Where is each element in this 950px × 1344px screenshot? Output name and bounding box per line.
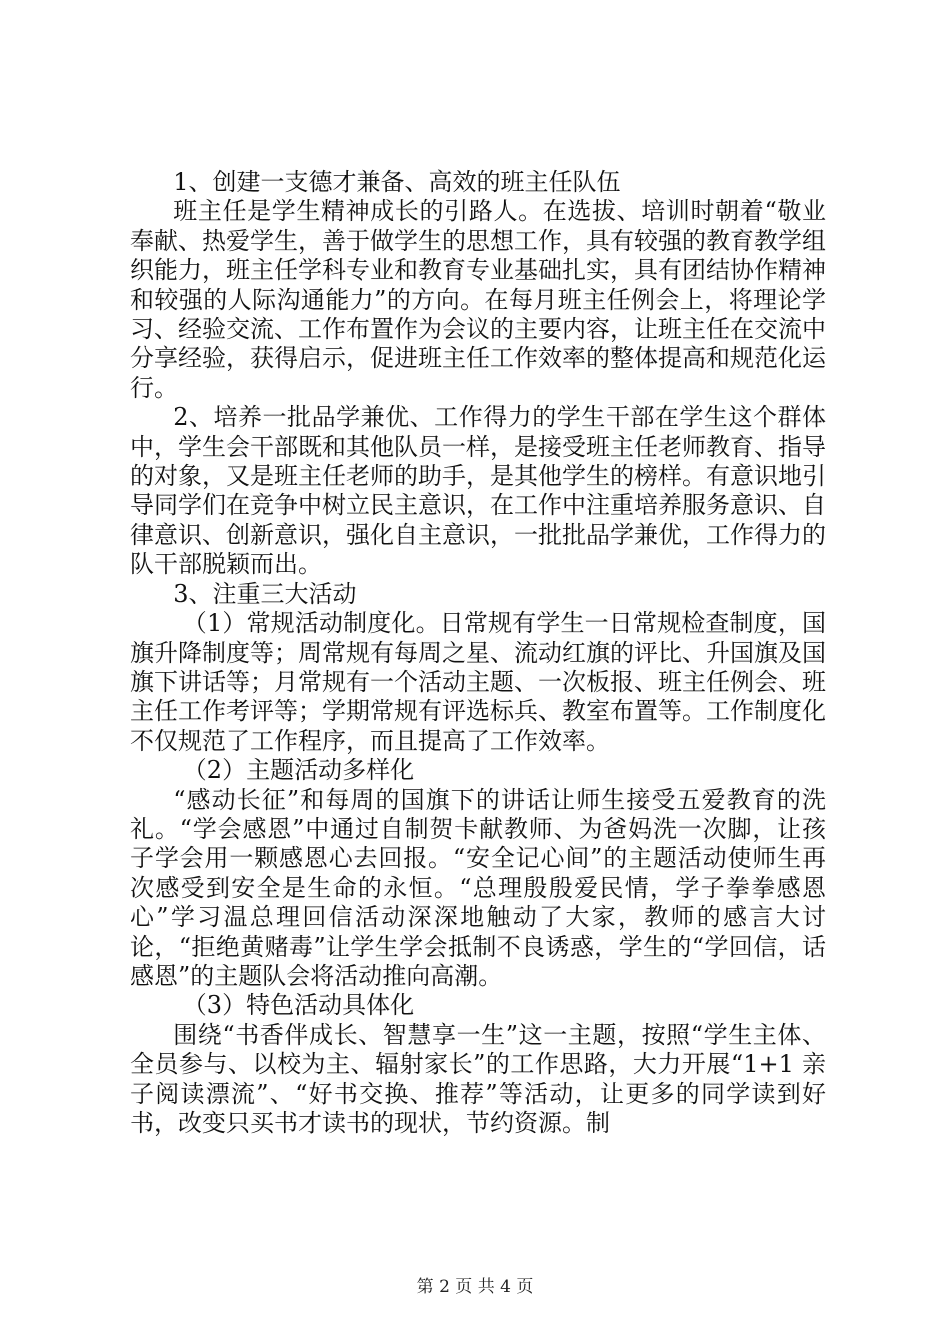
section-heading-1: 1、创建一支德才兼备、高效的班主任队伍	[173, 168, 621, 196]
paragraph-theme-activities: “感动长征”和每周的国旗下的讲话让师生接受五爱教育的洗礼。“学会感恩”中通过自制贺卡献教师、为爸妈洗一次脚，让孩子学会用一颗感恩心去回报。“安全记心间”的主题活动使师生再次感受到安全是生命的永恒。“总理殷殷爱民情，学子拳拳感恩心”学习温总理回信活动深深地触动了大家，教师的感言大讨论，“拒绝黄赌毒”让学生学会抵制不良诱惑，学生的“学回信，话感恩”的主题队会将活动推向高潮。	[130, 785, 826, 990]
paragraph-routine-activities: （1）常规活动制度化。日常规有学生一日常规检查制度，国旗升降制度等；周常规有每周之星、流动红旗的评比、升国旗及国旗下讲话等；月常规有一个活动主题、一次板报、班主任例会、班主任工作考评等；学期常规有评选标兵、教室布置等。工作制度化不仅规范了工作程序，而且提高了工作效率。	[130, 609, 826, 755]
page-number-footer: 第 2 页 共 4 页	[416, 1277, 534, 1297]
paragraph-class-teacher: 班主任是学生精神成长的引路人。在选拔、培训时朝着“敬业奉献、热爱学生，善于做学生的思想工作，具有较强的教育教学组织能力，班主任学科专业和教育专业基础扎实，具有团结协作精神和较强的人际沟通能力”的方向。在每月班主任例会上，将理论学习、经验交流、工作布置作为会议的主要内容，让班主任在交流中分享经验，获得启示，促进班主任工作效率的整体提高和规范化运行。	[130, 197, 826, 402]
paragraph-student-cadres: 2、培养一批品学兼优、工作得力的学生干部在学生这个群体中，学生会干部既和其他队员一样，是接受班主任老师教育、指导的对象，又是班主任老师的助手，是其他学生的榜样。有意识地引导同学们在竞争中树立民主意识，在工作中注重培养服务意识、自律意识、创新意识，强化自主意识，一批批品学兼优，工作得力的队干部脱颖而出。	[130, 403, 826, 579]
section-heading-3: 3、注重三大活动	[173, 579, 357, 608]
paragraph-featured-activities: 围绕“书香伴成长、智慧享一生”这一主题，按照“学生主体、全员参与、以校为主、辐射家长”的工作思路，大力开展“1+1 亲子阅读漂流”、“好书交换、推荐”等活动，让更多的同学读到好书，改变只买书才读书的现状，节约资源。制	[130, 1020, 826, 1137]
subheading-featured-activities: （3）特色活动具体化	[182, 991, 415, 1020]
document-body	[130, 168, 826, 1138]
subheading-theme-activities: （2）主题活动多样化	[182, 756, 415, 785]
